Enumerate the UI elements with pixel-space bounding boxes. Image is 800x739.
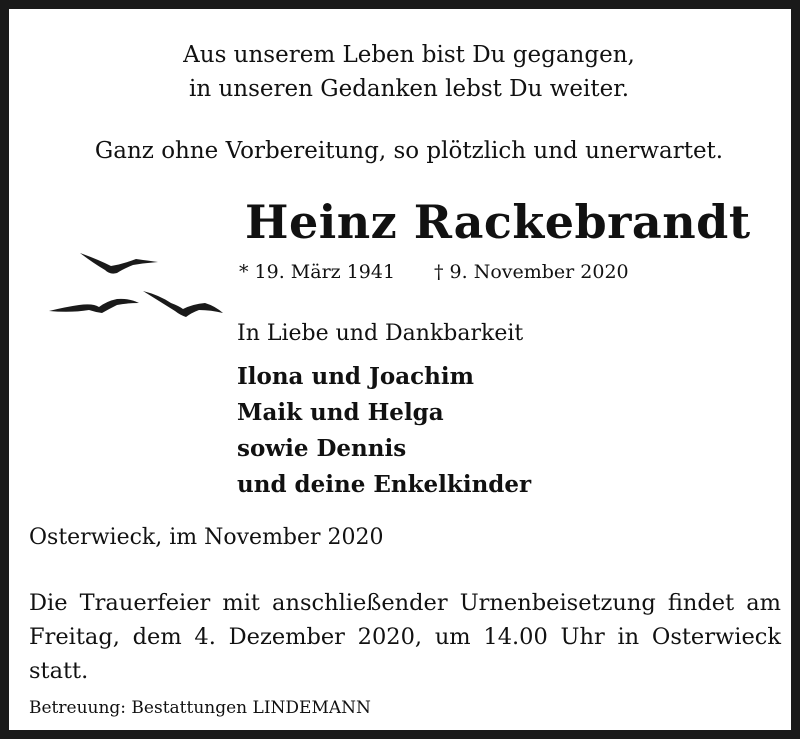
deceased-name: Heinz Rackebrandt [245, 195, 751, 249]
subtitle: Ganz ohne Vorbereitung, so plötzlich und unerwartet. [94, 138, 724, 164]
mourner-3: sowie Dennis [237, 435, 407, 462]
ceremony-notice: Die Trauerfeier mit anschließender Urnenbeisetzung findet am Freitag, dem 4. Dezember 2020, um 14.00 Uhr in Osterwieck statt. [29, 590, 781, 684]
undertaker: Betreuung: Bestattungen LINDEMANN [29, 698, 371, 718]
birds-icon [47, 251, 237, 331]
mourner-1: Ilona und Joachim [237, 363, 474, 390]
verse-line-2: in unseren Gedanken lebst Du weiter. [188, 76, 630, 102]
mourner-2: Maik und Helga [237, 399, 444, 426]
place-date: Osterwieck, im November 2020 [29, 525, 384, 550]
mourners-intro: In Liebe und Dankbarkeit [237, 321, 524, 346]
verse-line-1: Aus unserem Leben bist Du gegangen, [183, 42, 635, 68]
death-date: † 9. November 2020 [434, 261, 629, 283]
mourner-4: und deine Enkelkinder [237, 471, 532, 498]
birth-date: * 19. März 1941 [239, 261, 396, 283]
